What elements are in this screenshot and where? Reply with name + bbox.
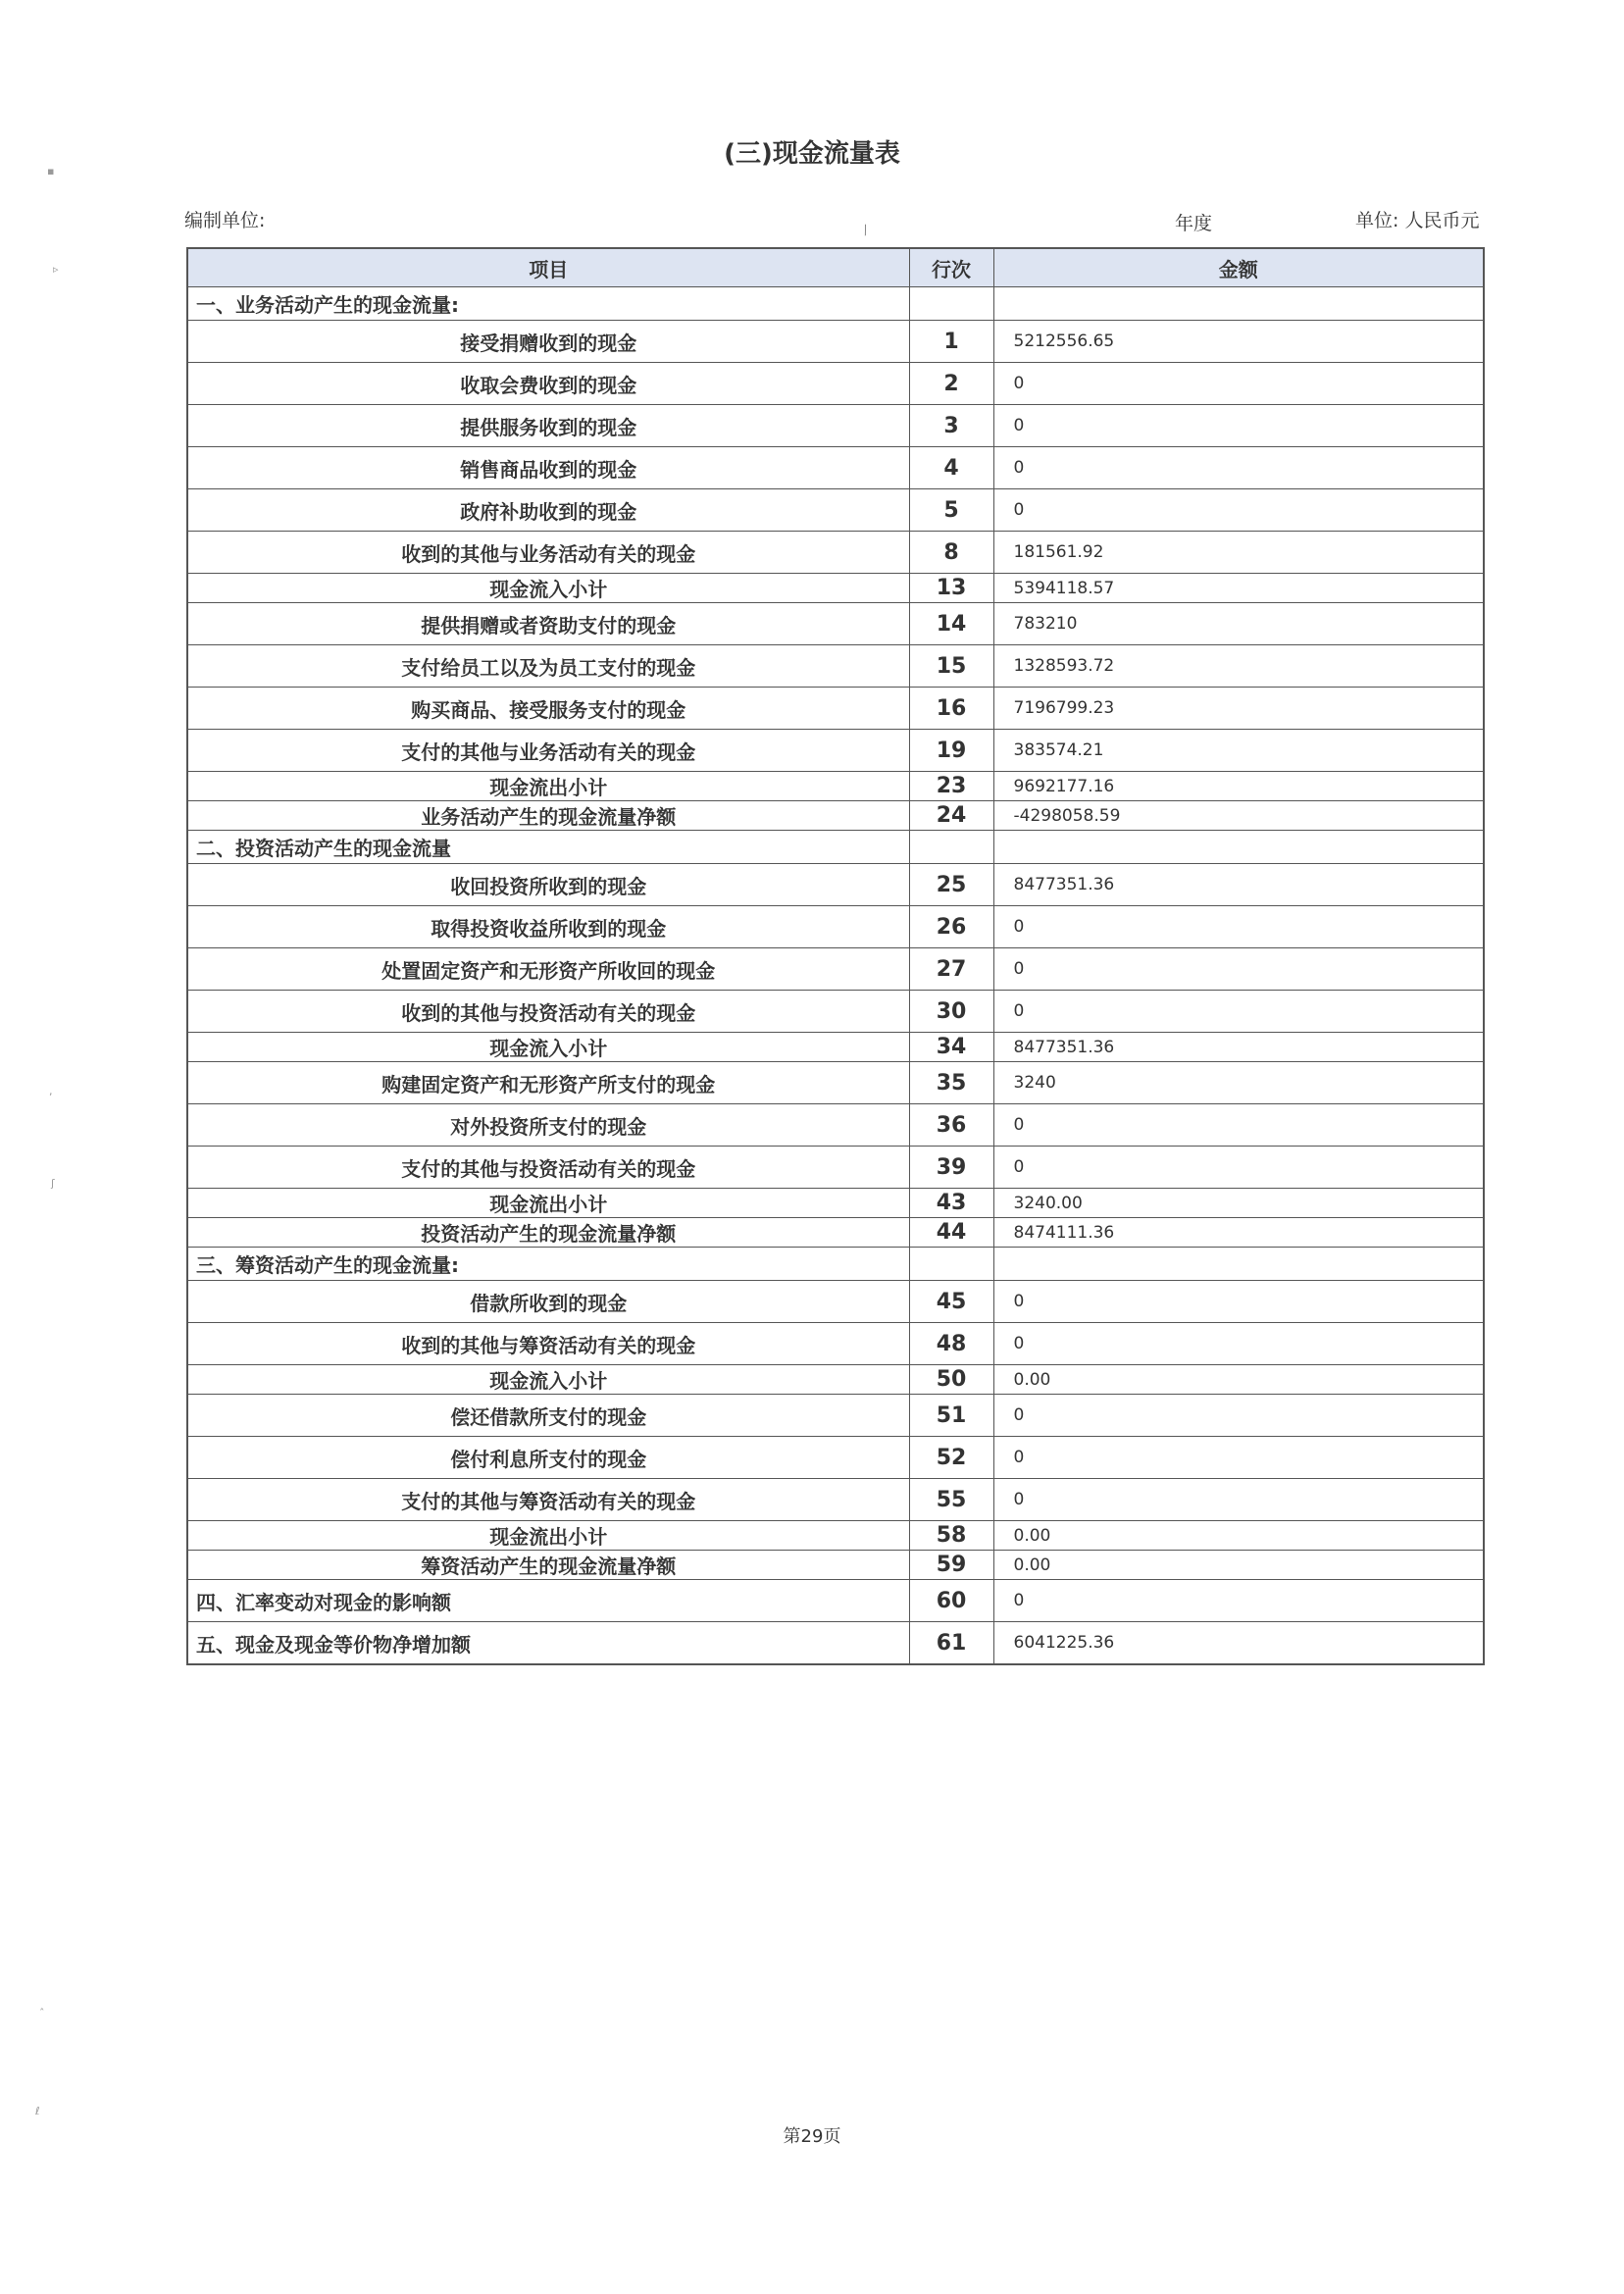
row-amount: 0 [993,1395,1484,1437]
row-line-number: 14 [909,603,993,645]
table-row [187,906,1484,948]
table-row [187,864,1484,906]
row-item-label: 接受捐赠收到的现金 [187,321,909,363]
table-row [187,1218,1484,1248]
row-line-number: 51 [909,1395,993,1437]
row-item-label: 偿还借款所支付的现金 [187,1395,909,1437]
row-line-number: 13 [909,574,993,603]
row-item-label: 支付给员工以及为员工支付的现金 [187,645,909,688]
table-row [187,688,1484,730]
row-item-label: 四、汇率变动对现金的影响额 [187,1580,909,1622]
table-row [187,405,1484,447]
table-row [187,801,1484,831]
row-amount: 0 [993,1479,1484,1521]
pen-mark: ⁄ [861,224,871,238]
row-amount: 0 [993,1104,1484,1147]
row-amount [993,831,1484,864]
table-row [187,532,1484,574]
row-amount: 5394118.57 [993,574,1484,603]
section-row [187,1248,1484,1281]
row-line-number: 55 [909,1479,993,1521]
table-row [187,991,1484,1033]
year-label: 年度 [1175,213,1213,234]
row-amount: 0 [993,1281,1484,1323]
row-amount [993,287,1484,321]
table-row [187,1189,1484,1218]
table-row [187,1479,1484,1521]
row-item-label: 三、筹资活动产生的现金流量: [187,1248,909,1281]
table-row [187,1395,1484,1437]
row-line-number [909,1248,993,1281]
row-amount: 0 [993,363,1484,405]
header-item: 项目 [187,248,909,287]
row-line-number: 45 [909,1281,993,1323]
row-line-number: 52 [909,1437,993,1479]
page-title: (三)现金流量表 [724,139,900,169]
row-amount: 0 [993,489,1484,532]
row-amount: 0 [993,1147,1484,1189]
section-row [187,831,1484,864]
row-line-number [909,831,993,864]
row-item-label: 一、业务活动产生的现金流量: [187,287,909,321]
row-item-label: 处置固定资产和无形资产所收回的现金 [187,948,909,991]
row-line-number: 34 [909,1033,993,1062]
table-row [187,1323,1484,1365]
row-amount: 0 [993,906,1484,948]
page-number: 第29页 [783,2126,841,2147]
row-item-label: 现金流入小计 [187,1365,909,1395]
row-amount: 0 [993,991,1484,1033]
table-row [187,1365,1484,1395]
row-item-label: 对外投资所支付的现金 [187,1104,909,1147]
table-row [187,363,1484,405]
row-line-number: 8 [909,532,993,574]
row-item-label: 现金流出小计 [187,772,909,801]
row-amount: 8474111.36 [993,1218,1484,1248]
row-line-number: 36 [909,1104,993,1147]
row-line-number: 48 [909,1323,993,1365]
row-item-label: 支付的其他与投资活动有关的现金 [187,1147,909,1189]
row-item-label: 支付的其他与筹资活动有关的现金 [187,1479,909,1521]
table-row [187,574,1484,603]
row-item-label: 现金流出小计 [187,1189,909,1218]
row-line-number: 1 [909,321,993,363]
row-item-label: 支付的其他与业务活动有关的现金 [187,730,909,772]
row-item-label: 二、投资活动产生的现金流量 [187,831,909,864]
row-item-label: 业务活动产生的现金流量净额 [187,801,909,831]
table-row [187,603,1484,645]
row-line-number: 35 [909,1062,993,1104]
row-line-number: 61 [909,1622,993,1665]
row-line-number: 23 [909,772,993,801]
table-row [187,1281,1484,1323]
row-amount: 1328593.72 [993,645,1484,688]
row-amount: 0 [993,948,1484,991]
row-line-number: 4 [909,447,993,489]
table-row [187,447,1484,489]
row-item-label: 投资活动产生的现金流量净额 [187,1218,909,1248]
row-item-label: 现金流出小计 [187,1521,909,1551]
table-row [187,321,1484,363]
row-item-label: 收到的其他与投资活动有关的现金 [187,991,909,1033]
row-amount: 783210 [993,603,1484,645]
row-item-label: 借款所收到的现金 [187,1281,909,1323]
header-amount: 金额 [993,248,1484,287]
row-amount: 9692177.16 [993,772,1484,801]
row-line-number [909,287,993,321]
row-amount: 383574.21 [993,730,1484,772]
row-item-label: 筹资活动产生的现金流量净额 [187,1551,909,1580]
header-line-no: 行次 [909,248,993,287]
section-row [187,1622,1484,1665]
compiling-unit-label: 编制单位: [184,210,266,231]
row-item-label: 收取会费收到的现金 [187,363,909,405]
row-line-number: 3 [909,405,993,447]
currency-unit-label: 单位: 人民币元 [1355,210,1480,231]
row-line-number: 59 [909,1551,993,1580]
row-line-number: 39 [909,1147,993,1189]
table-row [187,645,1484,688]
row-item-label: 购买商品、接受服务支付的现金 [187,688,909,730]
row-item-label: 五、现金及现金等价物净增加额 [187,1622,909,1665]
row-line-number: 16 [909,688,993,730]
row-line-number: 25 [909,864,993,906]
row-item-label: 提供服务收到的现金 [187,405,909,447]
row-amount: 0.00 [993,1551,1484,1580]
table-row [187,1551,1484,1580]
row-amount: 181561.92 [993,532,1484,574]
row-line-number: 26 [909,906,993,948]
section-row [187,287,1484,321]
row-line-number: 5 [909,489,993,532]
cash-flow-table [186,247,1485,1665]
row-item-label: 取得投资收益所收到的现金 [187,906,909,948]
row-amount: 0 [993,405,1484,447]
row-amount: 6041225.36 [993,1622,1484,1665]
row-line-number: 60 [909,1580,993,1622]
row-amount: -4298058.59 [993,801,1484,831]
document-page: (三)现金流量表 编制单位: 年度 单位: 人民币元 ⁄ 项目 行次 金额 一、业务活动产生的现金流量: 接受捐赠收到的现金 1 5212556.65 收取会费收到的现金 2 0 提供服务收到的现金 3 0 销售商品收到的现金 4 0 政府补助收到的现金 5 0 收到的其他与业务活动有关的现金 8 181561.92 现金流入小计 13 5394118.57 提供捐赠或者资助支付的现金 14 783210 支付给员工以及为员工支付的现金 15 1328593.72 购买商品、接受服务支付的现金 16 7196799.23 支付的其他与业务活动有关的现金 19 383574.21 现金流出小计 23 9692177.16 业务活动产生的现金流量净额 24 -4298058.59 二、投资活动产生的现金流量 收回投资所收到的现金 25 8477351.36 取得投资收益所收到的现金 26 0 处置固定资产和无形资产所收回的现金 27 0 收到的其他与投资活动有关的现金 30 0 现金流入小计 34 8477351.36 购建固定资产和无形资产所支付的现金 35 3240 对外投资所支付的现金 36 0 支付的其他与投资活动有关的现金 39 0 现金流出小计 43 3240.00 投资活动产生的现金流量净额 44 8474111.36 三、筹资活动产生的现金流量: 借款所收到的现金 45 0 收到的其他与筹资活动有关的现金 48 0 现金流入小计 50 0.00 偿还借款所支付的现金 51 0 偿付利息所支付的现金 52 0 支付的其他与筹资活动有关的现金 55 0 现金流出小计 58 0.00 筹资活动产生的现金流量净额 59 0.00 四、汇率变动对现金的影响额 60 0 五、现金及现金等价物净增加额 61 6041225.36 第29页 ▪ ▹ , ʃ ˆ ℓ [0,0,1624,2294]
table-row [187,1437,1484,1479]
table-row [187,489,1484,532]
row-amount: 7196799.23 [993,688,1484,730]
row-item-label: 购建固定资产和无形资产所支付的现金 [187,1062,909,1104]
row-item-label: 收到的其他与筹资活动有关的现金 [187,1323,909,1365]
row-item-label: 现金流入小计 [187,1033,909,1062]
row-amount: 5212556.65 [993,321,1484,363]
row-item-label: 收到的其他与业务活动有关的现金 [187,532,909,574]
row-amount: 8477351.36 [993,864,1484,906]
row-line-number: 2 [909,363,993,405]
table-row [187,1104,1484,1147]
row-item-label: 提供捐赠或者资助支付的现金 [187,603,909,645]
row-item-label: 收回投资所收到的现金 [187,864,909,906]
table-row [187,1521,1484,1551]
table-row [187,1062,1484,1104]
row-amount: 0 [993,447,1484,489]
row-item-label: 偿付利息所支付的现金 [187,1437,909,1479]
row-item-label: 销售商品收到的现金 [187,447,909,489]
row-item-label: 政府补助收到的现金 [187,489,909,532]
table-row [187,730,1484,772]
table-row [187,1033,1484,1062]
row-amount: 3240 [993,1062,1484,1104]
row-line-number: 24 [909,801,993,831]
row-line-number: 27 [909,948,993,991]
row-amount [993,1248,1484,1281]
row-line-number: 30 [909,991,993,1033]
row-line-number: 58 [909,1521,993,1551]
row-line-number: 44 [909,1218,993,1248]
table-row [187,772,1484,801]
row-line-number: 19 [909,730,993,772]
row-amount: 0.00 [993,1365,1484,1395]
row-amount: 0.00 [993,1521,1484,1551]
section-row [187,1580,1484,1622]
table-row [187,948,1484,991]
row-line-number: 15 [909,645,993,688]
row-line-number: 50 [909,1365,993,1395]
row-item-label: 现金流入小计 [187,574,909,603]
row-line-number: 43 [909,1189,993,1218]
row-amount: 8477351.36 [993,1033,1484,1062]
row-amount: 0 [993,1580,1484,1622]
row-amount: 0 [993,1323,1484,1365]
row-amount: 0 [993,1437,1484,1479]
row-amount: 3240.00 [993,1189,1484,1218]
table-header-row [187,248,1484,287]
table-row [187,1147,1484,1189]
